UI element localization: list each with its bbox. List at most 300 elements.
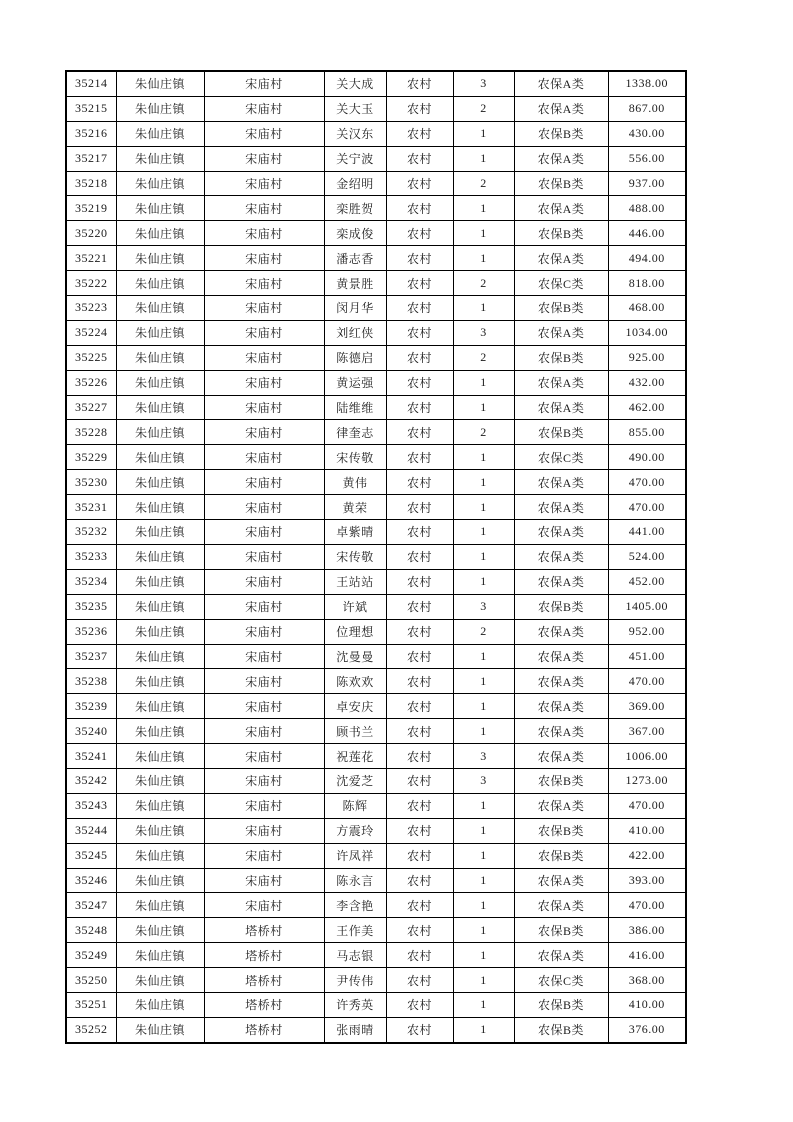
cell-amount: 488.00 [608,196,686,221]
cell-amount: 430.00 [608,121,686,146]
cell-record-id: 35233 [66,544,116,569]
cell-record-id: 35224 [66,320,116,345]
cell-person-name: 王作美 [324,918,386,943]
cell-insurance-category: 农保B类 [514,918,608,943]
cell-village: 宋庙村 [204,146,324,171]
cell-record-id: 35231 [66,495,116,520]
cell-person-name: 陈永言 [324,868,386,893]
cell-person-name: 马志银 [324,943,386,968]
cell-town: 朱仙庄镇 [116,271,204,296]
cell-person-name: 陆维维 [324,395,386,420]
cell-insurance-category: 农保A类 [514,520,608,545]
cell-person-count: 2 [453,96,514,121]
table-row [66,744,686,769]
cell-town: 朱仙庄镇 [116,544,204,569]
table-row [66,544,686,569]
cell-person-count: 1 [453,296,514,321]
cell-town: 朱仙庄镇 [116,445,204,470]
table-row [66,868,686,893]
cell-person-name: 位理想 [324,619,386,644]
cell-person-count: 1 [453,520,514,545]
cell-amount: 855.00 [608,420,686,445]
cell-town: 朱仙庄镇 [116,320,204,345]
cell-record-id: 35221 [66,246,116,271]
cell-amount: 468.00 [608,296,686,321]
cell-insurance-category: 农保A类 [514,96,608,121]
cell-residence-type: 农村 [386,943,453,968]
cell-record-id: 35244 [66,818,116,843]
cell-insurance-category: 农保B类 [514,171,608,196]
table-row [66,271,686,296]
cell-person-name: 李含艳 [324,893,386,918]
cell-village: 宋庙村 [204,221,324,246]
cell-insurance-category: 农保A类 [514,669,608,694]
cell-residence-type: 农村 [386,669,453,694]
table-row [66,992,686,1017]
table-row [66,146,686,171]
cell-person-count: 2 [453,420,514,445]
table-row [66,171,686,196]
cell-person-name: 宋传敬 [324,445,386,470]
cell-amount: 1034.00 [608,320,686,345]
cell-insurance-category: 农保A类 [514,868,608,893]
cell-insurance-category: 农保A类 [514,893,608,918]
cell-insurance-category: 农保C类 [514,271,608,296]
cell-amount: 470.00 [608,893,686,918]
cell-person-count: 1 [453,370,514,395]
cell-person-count: 3 [453,320,514,345]
cell-residence-type: 农村 [386,694,453,719]
cell-residence-type: 农村 [386,843,453,868]
cell-town: 朱仙庄镇 [116,520,204,545]
cell-insurance-category: 农保A类 [514,246,608,271]
cell-amount: 494.00 [608,246,686,271]
cell-person-name: 许凤祥 [324,843,386,868]
cell-amount: 470.00 [608,470,686,495]
cell-person-count: 3 [453,744,514,769]
cell-person-count: 1 [453,968,514,993]
cell-person-name: 黄伟 [324,470,386,495]
cell-person-name: 栾成俊 [324,221,386,246]
cell-residence-type: 农村 [386,1017,453,1043]
cell-record-id: 35217 [66,146,116,171]
cell-person-count: 1 [453,992,514,1017]
cell-village: 宋庙村 [204,544,324,569]
cell-record-id: 35225 [66,345,116,370]
cell-person-name: 陈欢欢 [324,669,386,694]
cell-person-count: 1 [453,793,514,818]
cell-insurance-category: 农保A类 [514,146,608,171]
cell-person-count: 1 [453,843,514,868]
cell-amount: 410.00 [608,818,686,843]
cell-insurance-category: 农保B类 [514,594,608,619]
cell-record-id: 35223 [66,296,116,321]
cell-town: 朱仙庄镇 [116,569,204,594]
cell-residence-type: 农村 [386,544,453,569]
cell-person-name: 尹传伟 [324,968,386,993]
cell-person-count: 1 [453,544,514,569]
cell-person-name: 潘志香 [324,246,386,271]
cell-village: 宋庙村 [204,345,324,370]
cell-record-id: 35242 [66,768,116,793]
cell-residence-type: 农村 [386,868,453,893]
cell-town: 朱仙庄镇 [116,71,204,96]
cell-person-count: 1 [453,669,514,694]
cell-amount: 368.00 [608,968,686,993]
cell-record-id: 35235 [66,594,116,619]
cell-town: 朱仙庄镇 [116,992,204,1017]
cell-residence-type: 农村 [386,470,453,495]
table-row [66,196,686,221]
cell-person-name: 许斌 [324,594,386,619]
cell-town: 朱仙庄镇 [116,793,204,818]
cell-person-name: 方震玲 [324,818,386,843]
cell-amount: 376.00 [608,1017,686,1043]
cell-insurance-category: 农保A类 [514,71,608,96]
cell-person-name: 祝莲花 [324,744,386,769]
cell-person-name: 金绍明 [324,171,386,196]
cell-village: 宋庙村 [204,644,324,669]
cell-town: 朱仙庄镇 [116,495,204,520]
cell-person-name: 顾书兰 [324,719,386,744]
cell-record-id: 35234 [66,569,116,594]
cell-insurance-category: 农保B类 [514,221,608,246]
cell-record-id: 35227 [66,395,116,420]
cell-record-id: 35246 [66,868,116,893]
cell-insurance-category: 农保C类 [514,968,608,993]
cell-town: 朱仙庄镇 [116,744,204,769]
cell-record-id: 35241 [66,744,116,769]
cell-person-name: 关宁波 [324,146,386,171]
cell-person-name: 陈辉 [324,793,386,818]
cell-person-name: 王站站 [324,569,386,594]
cell-person-name: 关大成 [324,71,386,96]
cell-insurance-category: 农保C类 [514,445,608,470]
cell-person-count: 1 [453,146,514,171]
cell-village: 宋庙村 [204,893,324,918]
table-row [66,71,686,96]
table-row [66,470,686,495]
cell-amount: 1405.00 [608,594,686,619]
cell-insurance-category: 农保A类 [514,694,608,719]
cell-residence-type: 农村 [386,968,453,993]
cell-insurance-category: 农保B类 [514,768,608,793]
cell-amount: 470.00 [608,495,686,520]
cell-residence-type: 农村 [386,768,453,793]
table-row [66,345,686,370]
cell-insurance-category: 农保B类 [514,818,608,843]
cell-town: 朱仙庄镇 [116,370,204,395]
cell-insurance-category: 农保B类 [514,296,608,321]
cell-town: 朱仙庄镇 [116,818,204,843]
cell-person-count: 1 [453,943,514,968]
cell-village: 宋庙村 [204,768,324,793]
cell-residence-type: 农村 [386,619,453,644]
cell-amount: 393.00 [608,868,686,893]
cell-person-count: 1 [453,470,514,495]
cell-village: 宋庙村 [204,619,324,644]
cell-village: 宋庙村 [204,171,324,196]
cell-record-id: 35240 [66,719,116,744]
cell-amount: 1273.00 [608,768,686,793]
cell-record-id: 35229 [66,445,116,470]
cell-insurance-category: 农保B类 [514,345,608,370]
cell-person-name: 黄景胜 [324,271,386,296]
cell-amount: 470.00 [608,669,686,694]
cell-insurance-category: 农保A类 [514,719,608,744]
cell-amount: 1006.00 [608,744,686,769]
cell-person-count: 1 [453,918,514,943]
cell-insurance-category: 农保A类 [514,793,608,818]
cell-village: 宋庙村 [204,868,324,893]
cell-person-count: 1 [453,719,514,744]
cell-residence-type: 农村 [386,719,453,744]
cell-village: 宋庙村 [204,121,324,146]
cell-residence-type: 农村 [386,196,453,221]
cell-residence-type: 农村 [386,320,453,345]
cell-amount: 422.00 [608,843,686,868]
cell-person-name: 卓安庆 [324,694,386,719]
cell-village: 宋庙村 [204,296,324,321]
cell-person-count: 2 [453,619,514,644]
cell-person-count: 1 [453,246,514,271]
cell-town: 朱仙庄镇 [116,196,204,221]
cell-person-count: 1 [453,1017,514,1043]
cell-person-name: 卓紫晴 [324,520,386,545]
cell-town: 朱仙庄镇 [116,843,204,868]
cell-residence-type: 农村 [386,71,453,96]
cell-village: 宋庙村 [204,320,324,345]
cell-insurance-category: 农保B类 [514,1017,608,1043]
cell-record-id: 35250 [66,968,116,993]
cell-village: 宋庙村 [204,594,324,619]
cell-insurance-category: 农保B类 [514,121,608,146]
cell-amount: 925.00 [608,345,686,370]
cell-person-count: 3 [453,594,514,619]
cell-record-id: 35245 [66,843,116,868]
cell-record-id: 35226 [66,370,116,395]
cell-insurance-category: 农保B类 [514,420,608,445]
cell-record-id: 35214 [66,71,116,96]
cell-amount: 490.00 [608,445,686,470]
cell-town: 朱仙庄镇 [116,768,204,793]
cell-village: 宋庙村 [204,843,324,868]
cell-residence-type: 农村 [386,992,453,1017]
cell-amount: 367.00 [608,719,686,744]
cell-person-count: 1 [453,495,514,520]
cell-amount: 818.00 [608,271,686,296]
cell-insurance-category: 农保A类 [514,370,608,395]
cell-insurance-category: 农保A类 [514,470,608,495]
table-row [66,918,686,943]
cell-insurance-category: 农保A类 [514,196,608,221]
cell-village: 宋庙村 [204,71,324,96]
cell-record-id: 35238 [66,669,116,694]
cell-village: 宋庙村 [204,669,324,694]
cell-person-count: 1 [453,694,514,719]
cell-insurance-category: 农保A类 [514,644,608,669]
cell-town: 朱仙庄镇 [116,221,204,246]
cell-village: 塔桥村 [204,968,324,993]
cell-record-id: 35247 [66,893,116,918]
cell-amount: 410.00 [608,992,686,1017]
cell-record-id: 35216 [66,121,116,146]
cell-town: 朱仙庄镇 [116,96,204,121]
table-row [66,121,686,146]
cell-village: 宋庙村 [204,246,324,271]
cell-town: 朱仙庄镇 [116,893,204,918]
cell-record-id: 35222 [66,271,116,296]
table-body [66,71,686,1043]
cell-record-id: 35228 [66,420,116,445]
cell-insurance-category: 农保A类 [514,495,608,520]
cell-person-name: 张雨晴 [324,1017,386,1043]
cell-residence-type: 农村 [386,594,453,619]
table-row [66,968,686,993]
cell-record-id: 35249 [66,943,116,968]
cell-person-count: 2 [453,171,514,196]
table-row [66,221,686,246]
table-row [66,694,686,719]
table-row [66,594,686,619]
cell-residence-type: 农村 [386,246,453,271]
cell-town: 朱仙庄镇 [116,470,204,495]
cell-record-id: 35218 [66,171,116,196]
cell-record-id: 35230 [66,470,116,495]
cell-town: 朱仙庄镇 [116,345,204,370]
cell-residence-type: 农村 [386,271,453,296]
cell-amount: 937.00 [608,171,686,196]
cell-person-count: 3 [453,71,514,96]
cell-amount: 416.00 [608,943,686,968]
cell-residence-type: 农村 [386,893,453,918]
cell-person-count: 1 [453,868,514,893]
cell-town: 朱仙庄镇 [116,918,204,943]
cell-record-id: 35236 [66,619,116,644]
cell-amount: 386.00 [608,918,686,943]
cell-village: 塔桥村 [204,992,324,1017]
table-row [66,843,686,868]
cell-insurance-category: 农保A类 [514,619,608,644]
table-row [66,619,686,644]
cell-town: 朱仙庄镇 [116,943,204,968]
cell-person-name: 黄运强 [324,370,386,395]
cell-person-name: 沈爱芝 [324,768,386,793]
cell-town: 朱仙庄镇 [116,171,204,196]
cell-record-id: 35219 [66,196,116,221]
cell-person-name: 关大玉 [324,96,386,121]
cell-town: 朱仙庄镇 [116,694,204,719]
cell-town: 朱仙庄镇 [116,669,204,694]
cell-insurance-category: 农保A类 [514,395,608,420]
cell-person-count: 3 [453,768,514,793]
cell-village: 宋庙村 [204,395,324,420]
cell-residence-type: 农村 [386,495,453,520]
cell-person-name: 黄荣 [324,495,386,520]
cell-insurance-category: 农保B类 [514,843,608,868]
cell-residence-type: 农村 [386,96,453,121]
cell-amount: 441.00 [608,520,686,545]
table-row [66,296,686,321]
cell-residence-type: 农村 [386,744,453,769]
table-row [66,420,686,445]
cell-residence-type: 农村 [386,445,453,470]
cell-town: 朱仙庄镇 [116,594,204,619]
cell-record-id: 35220 [66,221,116,246]
cell-person-name: 关汉东 [324,121,386,146]
cell-village: 宋庙村 [204,793,324,818]
cell-town: 朱仙庄镇 [116,395,204,420]
cell-insurance-category: 农保A类 [514,569,608,594]
table-row [66,445,686,470]
cell-residence-type: 农村 [386,918,453,943]
cell-record-id: 35251 [66,992,116,1017]
cell-amount: 369.00 [608,694,686,719]
cell-residence-type: 农村 [386,569,453,594]
cell-village: 宋庙村 [204,96,324,121]
cell-village: 宋庙村 [204,196,324,221]
cell-person-count: 1 [453,196,514,221]
table-row [66,719,686,744]
table-row [66,893,686,918]
cell-amount: 952.00 [608,619,686,644]
cell-person-count: 1 [453,818,514,843]
cell-insurance-category: 农保A类 [514,744,608,769]
cell-record-id: 35215 [66,96,116,121]
cell-residence-type: 农村 [386,345,453,370]
cell-town: 朱仙庄镇 [116,868,204,893]
cell-residence-type: 农村 [386,221,453,246]
cell-amount: 432.00 [608,370,686,395]
table-row [66,246,686,271]
cell-amount: 452.00 [608,569,686,594]
cell-record-id: 35252 [66,1017,116,1043]
table-row [66,1017,686,1043]
cell-person-name: 栾胜贺 [324,196,386,221]
cell-person-name: 律奎志 [324,420,386,445]
cell-person-count: 1 [453,121,514,146]
cell-village: 宋庙村 [204,520,324,545]
cell-person-count: 1 [453,221,514,246]
cell-residence-type: 农村 [386,171,453,196]
cell-town: 朱仙庄镇 [116,968,204,993]
cell-residence-type: 农村 [386,420,453,445]
table-row [66,569,686,594]
cell-residence-type: 农村 [386,818,453,843]
cell-person-count: 1 [453,445,514,470]
cell-residence-type: 农村 [386,296,453,321]
cell-amount: 462.00 [608,395,686,420]
cell-village: 宋庙村 [204,818,324,843]
cell-insurance-category: 农保A类 [514,943,608,968]
cell-person-count: 1 [453,644,514,669]
table-row [66,395,686,420]
cell-village: 宋庙村 [204,420,324,445]
cell-residence-type: 农村 [386,395,453,420]
cell-village: 宋庙村 [204,470,324,495]
cell-village: 宋庙村 [204,495,324,520]
cell-insurance-category: 农保A类 [514,544,608,569]
cell-village: 塔桥村 [204,943,324,968]
cell-person-count: 1 [453,395,514,420]
cell-village: 宋庙村 [204,719,324,744]
table-row [66,768,686,793]
cell-village: 塔桥村 [204,918,324,943]
cell-person-name: 陈德启 [324,345,386,370]
cell-record-id: 35243 [66,793,116,818]
cell-person-name: 闵月华 [324,296,386,321]
cell-town: 朱仙庄镇 [116,420,204,445]
